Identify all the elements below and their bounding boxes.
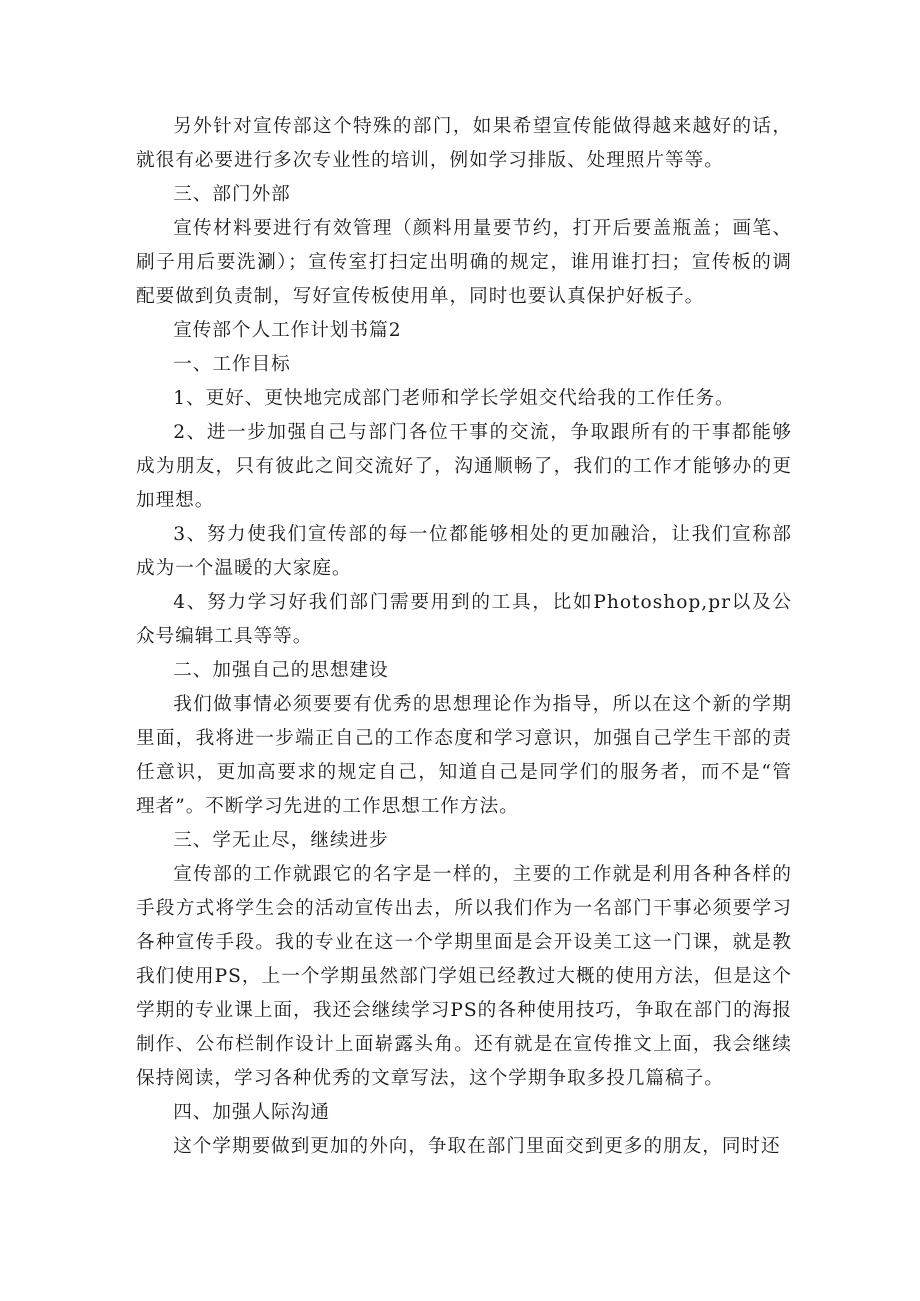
document-body: [136, 110, 792, 1164]
goal-item: 2、进一步加强自己与部门各位干事的交流，争取跟所有的干事都能够成为朋友，只有彼此之间交流好了，沟通顺畅了，我们的工作才能够办的更加理想。: [136, 422, 792, 511]
goal-item: 1、更好、更快地完成部门老师和学长学姐交代给我的工作任务。: [173, 388, 735, 409]
goal-item: 3、努力使我们宣传部的每一位都能够相处的更加融洽，让我们宣称部成为一个温暖的大家庭。: [136, 524, 792, 579]
paragraph: 宣传材料要进行有效管理（颜料用量要节约，打开后要盖瓶盖；画笔、刷子用后要洗涮）；宣传室打扫定出明确的规定，谁用谁打扫；宣传板的调配要做到负责制，写好宣传板使用单，同时也要认真保护好板子。: [136, 218, 792, 307]
paragraph: 这个学期要做到更加的外向，争取在部门里面交到更多的朋友，同时还: [173, 1136, 781, 1157]
section-heading: 一、工作目标: [173, 354, 291, 375]
paragraph: 我们做事情必须要要有优秀的思想理论作为指导，所以在这个新的学期里面，我将进一步端正自己的工作态度和学习意识，加强自己学生干部的责任意识，更加高要求的规定自己，知道自己是同学们的服务者，而不是“管理者”。不断学习先进的工作思想工作方法。: [136, 694, 792, 817]
article-title: 宣传部个人工作计划书篇2: [173, 320, 402, 341]
section-heading: 二、加强自己的思想建设: [173, 660, 389, 681]
section-heading: 三、学无止尽，继续进步: [173, 830, 389, 851]
section-heading: 四、加强人际沟通: [173, 1102, 330, 1123]
paragraph: 宣传部的工作就跟它的名字是一样的，主要的工作就是利用各种各样的手段方式将学生会的活动宣传出去，所以我们作为一名部门干事必须要学习各种宣传手段。我的专业在这一个学期里面是会开设美工这一门课，就是教我们使用PS，上一个学期虽然部门学姐已经教过大概的使用方法，但是这个学期的专业课上面，我还会继续学习PS的各种使用技巧，争取在部门的海报制作、公布栏制作设计上面崭露头角。还有就是在宣传推文上面，我会继续保持阅读，学习各种优秀的文章写法，这个学期争取多投几篇稿子。: [136, 864, 792, 1089]
paragraph: 另外针对宣传部这个特殊的部门，如果希望宣传能做得越来越好的话，就很有必要进行多次专业性的培训，例如学习排版、处理照片等等。: [136, 116, 792, 171]
section-heading: 三、部门外部: [173, 184, 291, 205]
goal-item: 4、努力学习好我们部门需要用到的工具，比如Photoshop,pr以及公众号编辑工具等等。: [136, 592, 792, 647]
